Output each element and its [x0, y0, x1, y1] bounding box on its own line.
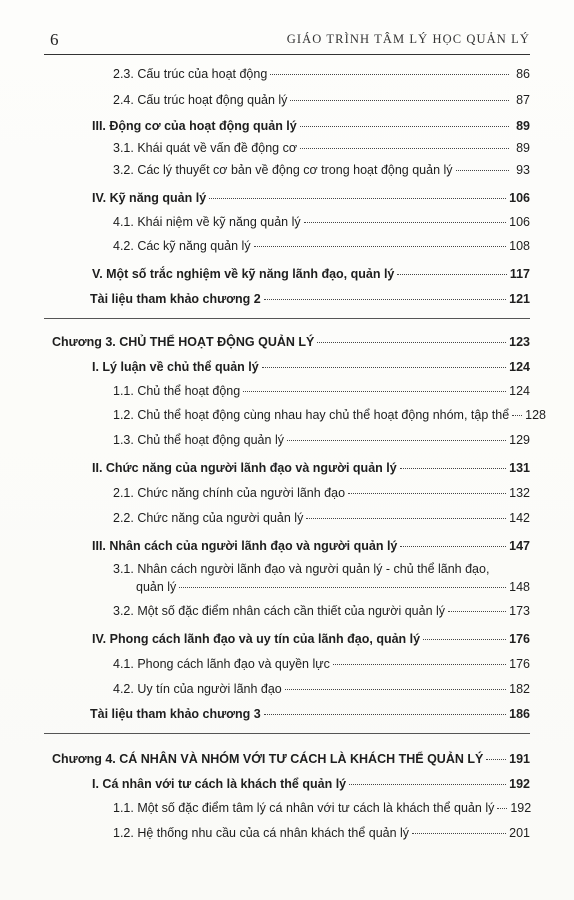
divider [44, 318, 530, 319]
toc-entry: 2.4. Cấu trúc hoạt động quản lý 87 [113, 93, 530, 107]
toc-section: V. Một số trắc nghiệm về kỹ năng lãnh đạo, quản lý 117 [92, 267, 530, 281]
toc-section: IV. Kỹ năng quản lý 106 [92, 191, 530, 205]
toc-section: III. Nhân cách của người lãnh đạo và người quản lý 147 [92, 539, 530, 553]
toc-entry-line2: quản lý 148 [136, 580, 530, 594]
toc-entry: 3.2. Các lý thuyết cơ bản về động cơ trong hoạt động quản lý 93 [113, 163, 530, 177]
toc-references: Tài liệu tham khảo chương 2 121 [90, 292, 530, 306]
toc-section: II. Chức năng của người lãnh đạo và người quản lý 131 [92, 461, 530, 475]
toc-entry: 4.1. Phong cách lãnh đạo và quyền lực 176 [113, 657, 530, 671]
toc-section: III. Động cơ của hoạt động quản lý 89 [92, 119, 530, 133]
toc-entry: 1.2. Hệ thống nhu cầu của cá nhân khách thể quản lý 201 [113, 826, 530, 840]
toc-chapter: Chương 3. CHỦ THỂ HOẠT ĐỘNG QUẢN LÝ 123 [52, 335, 530, 349]
toc-entry: 2.3. Cấu trúc của hoạt động 86 [113, 67, 530, 81]
toc-section: I. Lý luận về chủ thể quản lý 124 [92, 360, 530, 374]
toc-entry: 4.2. Uy tín của người lãnh đạo 182 [113, 682, 530, 696]
toc-entry: 3.1. Khái quát về vấn đề động cơ 89 [113, 141, 530, 155]
toc-section: IV. Phong cách lãnh đạo và uy tín của lãnh đạo, quản lý 176 [92, 632, 530, 646]
toc-entry: 1.1. Chủ thể hoạt động 124 [113, 384, 530, 398]
toc-entry-line1: 3.1. Nhân cách người lãnh đạo và người quản lý - chủ thể lãnh đạo, [113, 562, 490, 576]
toc-entry: 4.2. Các kỹ năng quản lý 108 [113, 239, 530, 253]
toc-entry: 4.1. Khái niệm về kỹ năng quản lý 106 [113, 215, 530, 229]
divider [44, 733, 530, 734]
toc-chapter: Chương 4. CÁ NHÂN VÀ NHÓM VỚI TƯ CÁCH LÀ KHÁCH THỂ QUẢN LÝ 191 [52, 752, 530, 766]
toc-entry: 1.3. Chủ thể hoạt động quản lý 129 [113, 433, 530, 447]
page-number: 6 [50, 30, 59, 49]
toc-entry: 1.1. Một số đặc điểm tâm lý cá nhân với tư cách là khách thể quản lý 192 [113, 801, 532, 815]
toc-entry: 3.2. Một số đặc điểm nhân cách cần thiết của người quản lý 173 [113, 604, 530, 618]
toc-entry: 2.2. Chức năng của người quản lý 142 [113, 511, 530, 525]
running-title: GIÁO TRÌNH TÂM LÝ HỌC QUẢN LÝ [286, 32, 530, 46]
toc-entry: 2.1. Chức năng chính của người lãnh đạo 132 [113, 486, 530, 500]
toc-entry: 1.2. Chủ thể hoạt động cùng nhau hay chủ thể hoạt động nhóm, tập thể 128 [113, 408, 547, 422]
toc-section: I. Cá nhân với tư cách là khách thể quản lý 192 [92, 777, 530, 791]
toc-references: Tài liệu tham khảo chương 3 186 [90, 707, 530, 721]
